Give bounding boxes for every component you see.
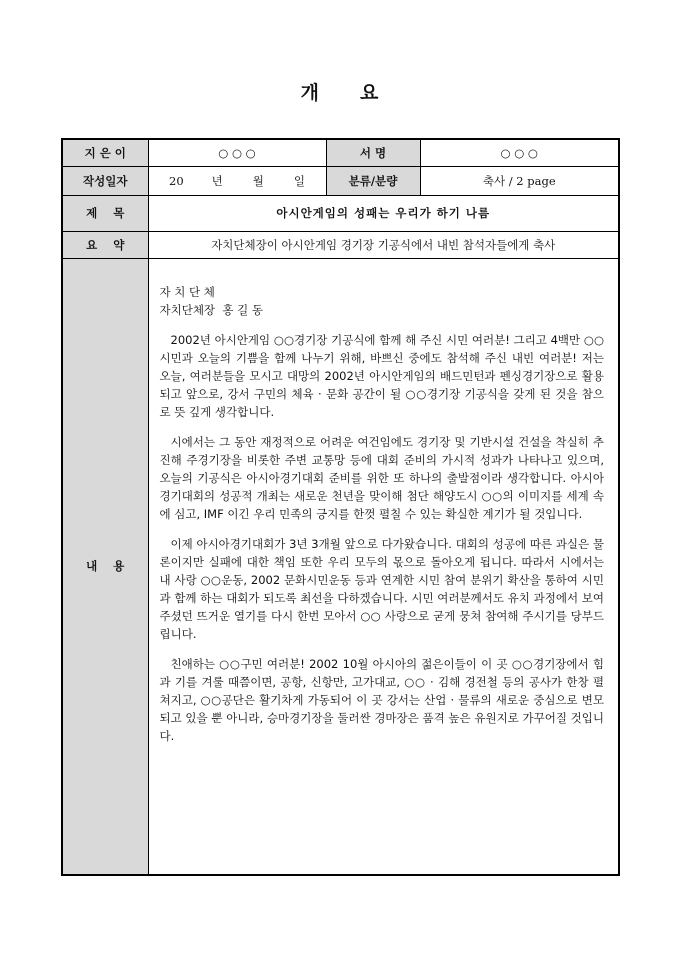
document-title-part2: 요 [360,82,380,104]
subject-value: 아시안게임의 성패는 우리가 하기 나름 [148,195,619,231]
author-value: ○ ○ ○ [148,139,326,166]
summary-value: 자치단체장이 아시안게임 경기장 기공식에서 내빈 참석자들에게 축사 [148,231,619,258]
date-value [148,166,326,195]
overview-table [61,138,620,876]
subject-row [62,195,619,231]
signature-label: 서 명 [326,139,420,166]
author-label: 지 은 이 [62,139,148,166]
date-year: 20 [169,173,184,188]
author-row [62,139,619,166]
content-label: 내 용 [62,258,148,875]
summary-label: 요 약 [62,231,148,258]
document-title [0,78,680,105]
content-org: 자 치 단 체 [159,284,215,299]
content-body [148,258,619,875]
subject-label: 제 목 [62,195,148,231]
content-speaker: 자치단체장 홍 길 동 [159,302,263,317]
content-row [62,258,619,875]
date-row [62,166,619,195]
content-paragraph: 친애하는 ○○구민 여러분! 2002 10월 아시아의 젊은이들이 이 곳 ○○경기장에서 힘과 기를 겨룰 때쯤이면, 공항, 신항만, 고가대교, ○○ · 김해 경전철 등의 공사가 한창 펼쳐지고, ○○공단은 활기차게 가동되어 이 곳 강서는 산업 · 물류의 새로운 중심으로 변모되고 있을 뿐 아니라, 승마경기장을 둘러싼 경마장은 품격 높은 유원지로 가꾸어질 것입니다. [159,656,604,743]
category-label: 분류/분량 [326,166,420,195]
content-paragraph: 시에서는 그 동안 재정적으로 어려운 여건임에도 경기장 및 기반시설 건설을 착실히 추진해 주경기장을 비롯한 주변 교통망 등에 대회 준비의 가시적 성과가 나타나고 있으며, 오늘의 기공식은 아시아경기대회 준비를 위한 또 하나의 출발점이라 생각합니다. 아시아경기대회의 성공적 개최는 새로운 천년을 맞이해 첨단 해양도시 ○○의 이미지를 세계 속에 심고, IMF 이긴 우리 민족의 긍지를 한껏 펼칠 수 있는 확실한 계기가 될 것입니다. [159,434,604,521]
date-year-unit: 년 [211,173,223,188]
content-paragraph: 이제 아시아경기대회가 3년 3개월 앞으로 다가왔습니다. 대회의 성공에 따른 과실은 물론이지만 실패에 대한 책임 또한 우리 모두의 몫으로 돌아오게 됩니다. 따라서 시에서는 내 사랑 ○○운동, 2002 문화시민운동 등과 연계한 시민 참여 분위기 확산을 통하여 시민과 함께 하는 대회가 되도록 최선을 다하겠습니다. 시민 여러분께서도 유치 과정에서 보여주셨던 뜨거운 열기를 다시 한번 모아서 ○○ 사랑으로 굳게 뭉쳐 참여해 주시기를 당부드립니다. [159,536,604,641]
document-title-part1: 개 [300,82,320,104]
date-label: 작성일자 [62,166,148,195]
summary-row [62,231,619,258]
date-day-unit: 일 [293,173,305,188]
date-month-unit: 월 [252,173,264,188]
category-value: 축사 / 2 page [420,166,619,195]
content-paragraph: 2002년 아시안게임 ○○경기장 기공식에 함께 해 주신 시민 여러분! 그리고 4백만 ○○ 시민과 오늘의 기쁨을 함께 나누기 위해, 바쁘신 중에도 참석해 주신 내빈 여러분! 저는 오늘, 여러분들을 모시고 대망의 2002년 아시안게임의 배드민턴과 펜싱경기장으로 활용되고 앞으로, 강서 구민의 체육 · 문화 공간이 될 ○○경기장 기공식을 갖게 된 것을 참으로 뜻 깊게 생각합니다. [159,332,604,419]
signature-value: ○ ○ ○ [420,139,619,166]
